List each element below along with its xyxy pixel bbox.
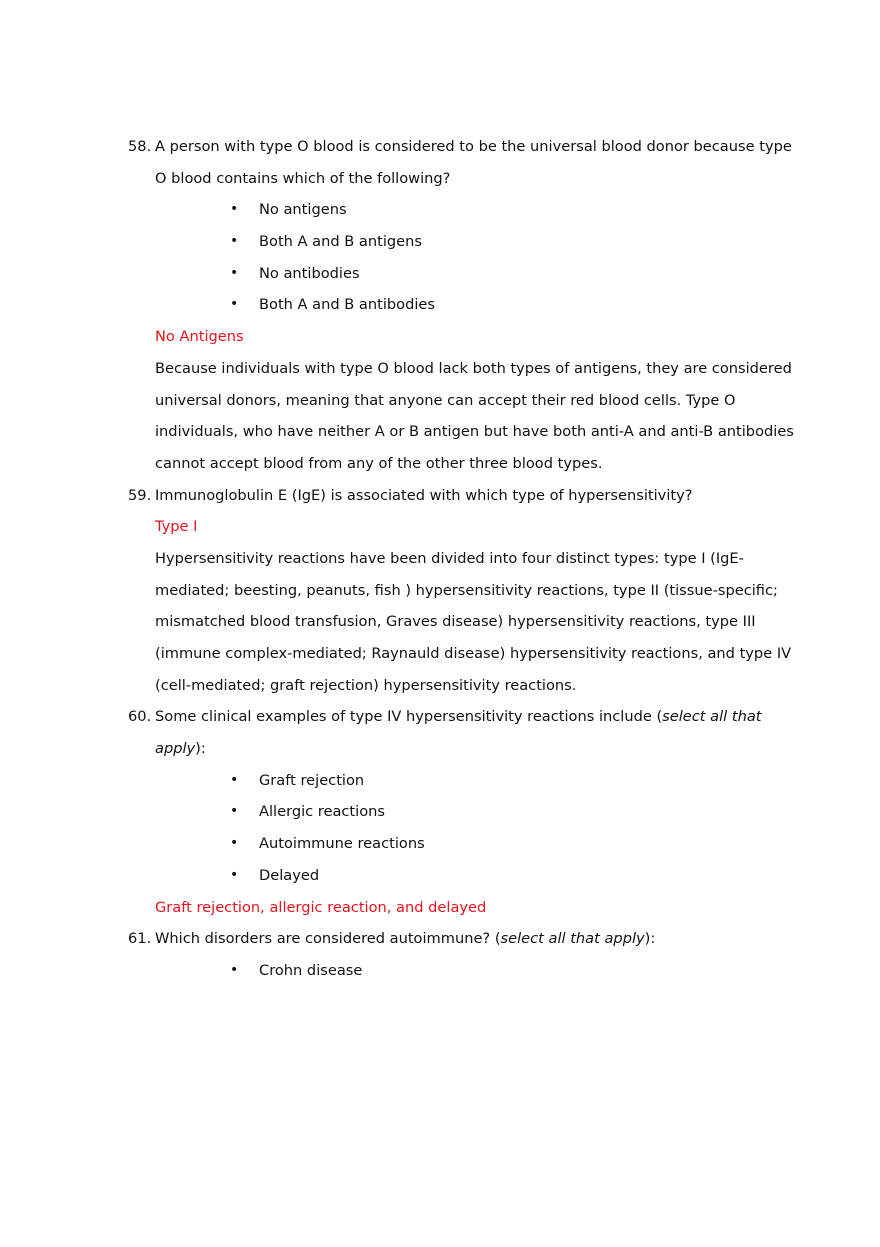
explanation-text: (cell-mediated; graft rejection) hypersensitivity reactions.	[155, 676, 577, 694]
answer-line	[0, 511, 880, 543]
explanation-line	[0, 670, 880, 702]
question-text-main: Some clinical examples of type IV hypersensitivity reactions include (	[155, 708, 663, 726]
answer-line	[0, 321, 880, 353]
question-text	[155, 923, 655, 955]
bullet-icon: •	[230, 866, 239, 883]
option-text: Graft rejection	[259, 771, 365, 789]
bullet-icon: •	[230, 264, 239, 281]
bullet-icon: •	[230, 803, 239, 820]
option-item	[0, 194, 880, 226]
question-59-line-1	[0, 480, 880, 512]
option-item	[0, 828, 880, 860]
question-number: 60.	[128, 708, 152, 726]
explanation-text: cannot accept blood from any of the other three blood types.	[155, 454, 603, 472]
explanation-text: mediated; beesting, peanuts, fish ) hypersensitivity reactions, type II (tissue-specific;	[155, 581, 778, 599]
explanation-line	[0, 638, 880, 670]
answer-text: No Antigens	[155, 328, 244, 346]
question-text-emphasis: select all that apply	[500, 930, 645, 948]
option-text: Delayed	[259, 866, 320, 884]
option-text: Allergic reactions	[259, 803, 385, 821]
question-text: O blood contains which of the following?	[155, 169, 451, 187]
explanation-line	[0, 543, 880, 575]
question-number: 59.	[128, 486, 152, 504]
question-text: A person with type O blood is considered to be the universal blood donor because type	[155, 138, 792, 155]
explanation-text: (immune complex-mediated; Raynauld disease) hypersensitivity reactions, and type IV	[155, 645, 792, 662]
option-item	[0, 226, 880, 258]
explanation-text: universal donors, meaning that anyone can accept their red blood cells. Type O	[155, 391, 736, 409]
question-text	[155, 701, 762, 733]
question-text-suffix: ):	[644, 930, 656, 948]
explanation-text: individuals, who have neither A or B antigen but have both anti-A and anti-B antibodies	[155, 423, 794, 441]
bullet-icon: •	[230, 835, 239, 852]
explanation-text: Hypersensitivity reactions have been divided into four distinct types: type I (IgE-	[155, 549, 744, 567]
option-item	[0, 796, 880, 828]
question-text-emphasis: apply	[155, 740, 196, 758]
option-text: Autoimmune reactions	[259, 835, 425, 853]
document-content	[0, 131, 880, 987]
option-item	[0, 258, 880, 290]
explanation-line	[0, 416, 880, 448]
question-text-suffix: ):	[195, 740, 206, 758]
bullet-icon: •	[230, 961, 239, 978]
bullet-icon: •	[230, 296, 239, 313]
option-item	[0, 955, 880, 987]
explanation-text: Because individuals with type O blood lack both types of antigens, they are considered	[155, 359, 792, 377]
question-text: Immunoglobulin E (IgE) is associated with which type of hypersensitivity?	[155, 486, 693, 504]
option-text: Both A and B antibodies	[259, 296, 435, 314]
explanation-text: mismatched blood transfusion, Graves disease) hypersensitivity reactions, type III	[155, 613, 756, 631]
question-text-emphasis: select all that	[662, 708, 762, 726]
question-text-main: Which disorders are considered autoimmune? (	[155, 930, 501, 948]
question-61-line-1	[0, 923, 880, 955]
option-text: Crohn disease	[259, 961, 363, 979]
question-60-line-1	[0, 701, 880, 733]
explanation-line	[0, 606, 880, 638]
explanation-line	[0, 575, 880, 607]
bullet-icon: •	[230, 201, 239, 218]
bullet-icon: •	[230, 233, 239, 250]
question-text	[155, 733, 206, 765]
question-number: 58.	[128, 138, 152, 155]
answer-text: Graft rejection, allergic reaction, and delayed	[155, 898, 487, 916]
question-60-line-2	[0, 733, 880, 765]
question-number: 61.	[128, 930, 152, 948]
option-item	[0, 765, 880, 797]
answer-line	[0, 892, 880, 924]
option-text: Both A and B antigens	[259, 233, 422, 251]
bullet-icon: •	[230, 771, 239, 788]
option-item	[0, 860, 880, 892]
question-58-line-1	[0, 131, 880, 163]
option-text: No antibodies	[259, 264, 360, 282]
option-text: No antigens	[259, 201, 347, 219]
question-58-line-2	[0, 163, 880, 195]
explanation-line	[0, 448, 880, 480]
option-item	[0, 289, 880, 321]
explanation-line	[0, 385, 880, 417]
explanation-line	[0, 353, 880, 385]
answer-text: Type I	[155, 518, 198, 536]
